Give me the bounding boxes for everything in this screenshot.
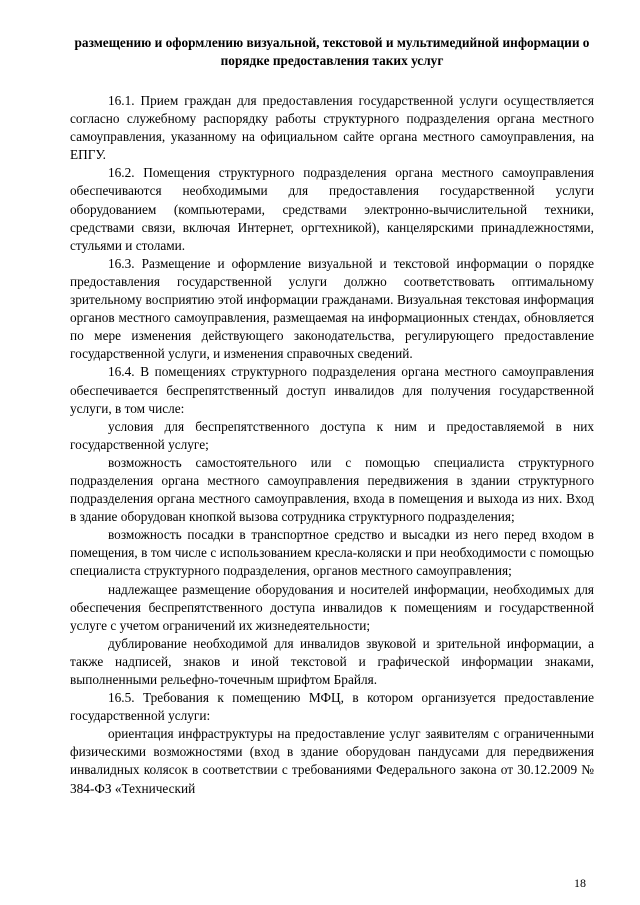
paragraph-infrastructure: ориентация инфраструктуры на предоставление услуг заявителям с ограниченными физическими возможностями (вход в здание оборудован пандусами для передвижения инвалидных колясок в соответствии с требованиями Федерального закона от 30.12.2009 № 384-ФЗ «Технический [70,726,594,796]
paragraph-braille: дублирование необходимой для инвалидов звуковой и зрительной информации, а также надписей, знаков и иной текстовой и графической информации знаками, выполненными рельефно-точечным шрифтом Брайля. [70,635,594,687]
page-number: 18 [574,876,586,890]
paragraph-16-2: 16.2. Помещения структурного подразделения органа местного самоуправления обеспечиваются необходимыми для предоставления государственной услуги оборудованием (компьютерами, средствами электронно-вычислительной техники, средствами связи, включая Интернет, оргтехникой), канцелярскими принадлежностями, стульями и столами. [70,165,594,253]
section-heading: размещению и оформлению визуальной, текстовой и мультимедийной информации о порядке предоставления таких услуг [74,35,590,68]
paragraph-transport: возможность посадки в транспортное средство и высадки из него перед входом в помещения, в том числе с использованием кресла-коляски и при необходимости с помощью специалиста структурного подразделения, органов местного самоуправления; [70,527,594,579]
paragraph-16-5: 16.5. Требования к помещению МФЦ, в котором организуется предоставление государственной услуги: [70,690,594,724]
paragraph-16-1: 16.1. Прием граждан для предоставления государственной услуги осуществляется согласно служебному распорядку работы структурного подразделения органа местного самоуправления, указанному на официальном сайте органа местного самоуправления, на ЕПГУ. [70,93,594,163]
paragraph-16-3: 16.3. Размещение и оформление визуальной и текстовой информации о порядке предоставления государственной услуги должно соответствовать оптимальному зрительному восприятию этой информации гражданами. Визуальная текстовая информация органов местного самоуправления, размещаемая на информационных стендах, обновляется по мере изменения действующего законодательства, регулирующего предоставление государственной услуги, и изменения справочных сведений. [70,255,594,362]
paragraph-access-conditions: условия для беспрепятственного доступа к ним и предоставляемой в них государственной услуге; [70,418,594,452]
document-page [70,34,594,798]
paragraph-16-4: 16.4. В помещениях структурного подразделения органа местного самоуправления обеспечивается беспрепятственный доступ инвалидов для получения государственной услуги, в том числе: [70,364,594,416]
paragraph-movement: возможность самостоятельного или с помощью специалиста структурного подразделения органа местного самоуправления передвижения в здании структурного подразделения органа местного самоуправления, входа в помещения и выхода из них. Вход в здание оборудован кнопкой вызова сотрудника структурного подразделения; [70,454,594,525]
paragraph-equipment: надлежащее размещение оборудования и носителей информации, необходимых для обеспечения беспрепятственного доступа инвалидов к помещениям и государственной услуге с учетом ограничений их жизнедеятельности; [70,581,594,633]
